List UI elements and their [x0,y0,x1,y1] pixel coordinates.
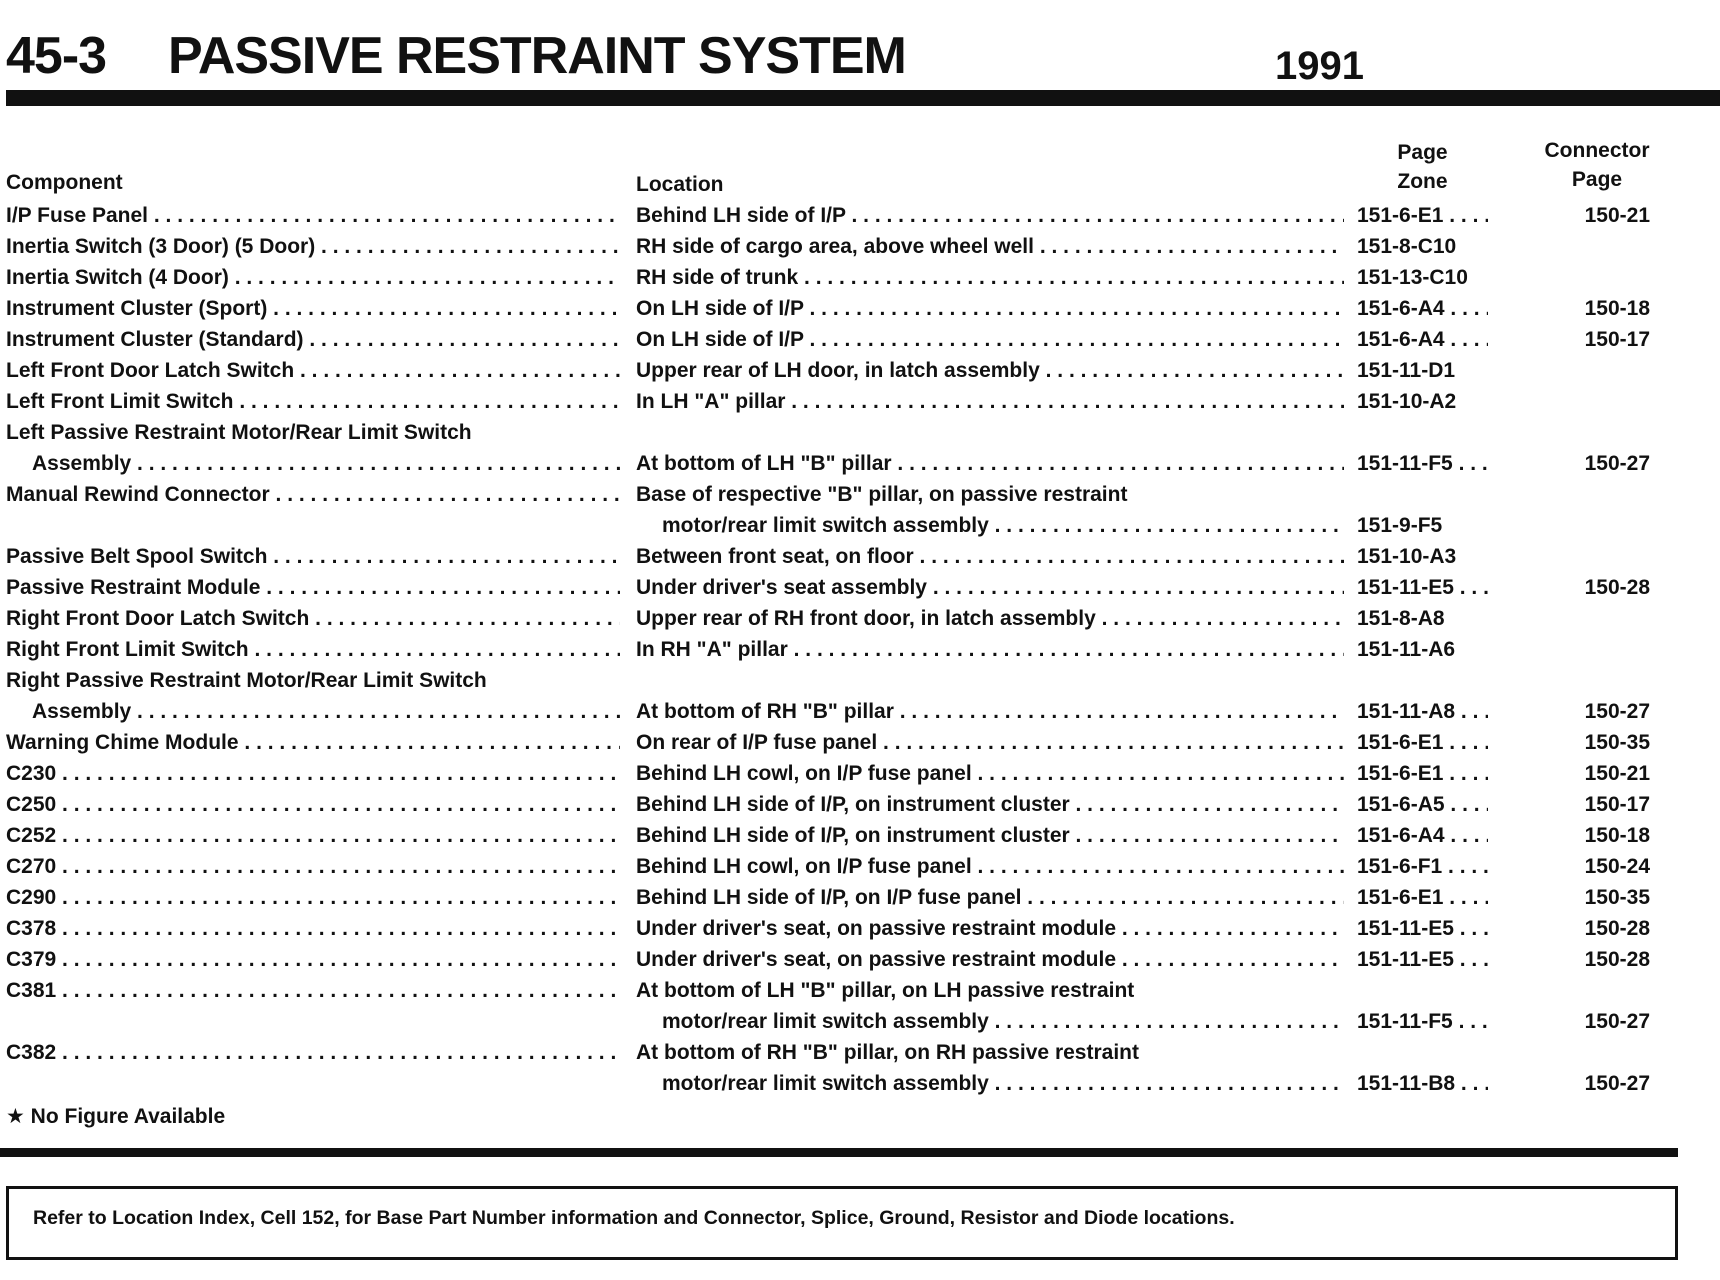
connector-page-cell: 150-18 [1584,297,1650,320]
connector-page-cell [1560,510,1650,541]
table-row [0,479,1720,510]
component-cell: Manual Rewind Connector . . . [6,479,620,510]
connector-page-cell: 150-24 [1584,855,1650,878]
location-cell: In RH "A" pillar . . . [636,634,1344,665]
component-cell: Right Front Door Latch Switch . . . [6,603,620,634]
page-zone-cell: 151-6-F1 . . . [1357,851,1488,882]
location-cell: Under driver's seat assembly . . . [636,572,1344,603]
table-row-continuation [0,1006,1720,1037]
page-zone-cell: 151-11-D1 [1357,359,1456,382]
location-cell: Under driver's seat, on passive restraint module . . . [636,944,1344,975]
table-row [0,200,1720,231]
component-cell: Instrument Cluster (Standard) . . . [6,324,620,355]
component-cell: C379 . . . [6,944,620,975]
page-zone-cell: 151-11-B8 . . . [1357,1068,1488,1099]
location-cell: Upper rear of RH front door, in latch assembly . . . [636,603,1344,634]
page-zone-cell: 151-6-A4 . . . [1357,820,1488,851]
table-row [0,975,1720,1006]
location-cell: RH side of trunk . . . [636,262,1344,293]
table-row-continuation [0,1068,1720,1099]
table-row [0,572,1720,603]
component-cell: C378 . . . [6,913,620,944]
location-cell: On rear of I/P fuse panel . . . [636,727,1344,758]
title-divider [6,90,1720,106]
table-row [0,665,1720,696]
table-row [0,603,1720,634]
connector-page-cell [1560,355,1650,386]
location-cell: On LH side of I/P . . . [636,324,1344,355]
connector-page-cell: 150-35 [1584,731,1650,754]
table-row [0,293,1720,324]
model-year: 1991 [1275,44,1364,88]
component-cell-continuation: Assembly . . . [32,448,620,479]
table-row [0,386,1720,417]
column-header-page-zone-line2: Zone [1397,170,1448,193]
bottom-divider [0,1148,1678,1157]
connector-page-cell: 150-17 [1584,328,1650,351]
location-cell: Behind LH side of I/P . . . [636,200,1344,231]
column-header-page-zone-line1: Page [1397,141,1448,164]
table-row [0,882,1720,913]
table-row [0,541,1720,572]
page-zone-cell: 151-6-E1 . . . [1357,882,1488,913]
page-zone-cell: 151-11-F5 . . . [1357,1006,1488,1037]
connector-page-cell: 150-17 [1584,793,1650,816]
location-cell: Between front seat, on floor . . . [636,541,1344,572]
location-cell: At bottom of RH "B" pillar . . . [636,696,1344,727]
column-header-connector-page-line1: Connector [1544,139,1650,162]
connector-page-cell: 150-27 [1584,452,1650,475]
table-row [0,758,1720,789]
page-zone-cell: 151-11-E5 . . . [1357,913,1488,944]
component-cell: Inertia Switch (3 Door) (5 Door) . . . [6,231,620,262]
reference-note-box [6,1186,1678,1260]
column-header-location: Location [636,173,724,196]
component-cell: Left Front Limit Switch . . . [6,386,620,417]
location-cell: Behind LH side of I/P, on I/P fuse panel . . . [636,882,1344,913]
connector-page-cell: 150-27 [1584,1072,1650,1095]
page-zone-cell: 151-11-E5 . . . [1357,944,1488,975]
column-header-component: Component [6,171,123,194]
connector-page-cell: 150-35 [1584,886,1650,909]
page-title: PASSIVE RESTRAINT SYSTEM [168,27,906,85]
table-row [0,820,1720,851]
location-cell-continuation: motor/rear limit switch assembly . . . [662,510,1344,541]
component-cell: Passive Belt Spool Switch . . . [6,541,620,572]
component-cell: Inertia Switch (4 Door) . . . [6,262,620,293]
page-zone-cell: 151-11-F5 . . . [1357,448,1488,479]
table-row [0,1037,1720,1068]
connector-page-cell [1560,634,1650,665]
table-row [0,727,1720,758]
location-cell: On LH side of I/P . . . [636,293,1344,324]
component-cell: Passive Restraint Module . . . [6,572,620,603]
page-zone-cell: 151-8-A8 [1357,607,1445,630]
connector-page-cell [1560,386,1650,417]
connector-page-cell: 150-28 [1584,917,1650,940]
location-cell: Upper rear of LH door, in latch assembly . . . [636,355,1344,386]
page-zone-cell: 151-13-C10 [1357,266,1468,289]
page-zone-cell: 151-6-A4 . . . [1357,293,1488,324]
location-cell: Under driver's seat, on passive restraint module . . . [636,913,1344,944]
connector-page-cell: 150-21 [1584,762,1650,785]
table-row [0,417,1720,448]
location-cell: Behind LH cowl, on I/P fuse panel . . . [636,851,1344,882]
component-cell: I/P Fuse Panel . . . [6,200,620,231]
component-cell: C381 . . . [6,975,620,1006]
location-cell: In LH "A" pillar . . . [636,386,1344,417]
table-row-continuation [0,448,1720,479]
connector-page-cell [1560,231,1650,262]
connector-page-cell [1560,603,1650,634]
component-cell: Left Passive Restraint Motor/Rear Limit Switch [6,421,472,444]
page-zone-cell: 151-9-F5 [1357,514,1443,537]
reference-note: Refer to Location Index, Cell 152, for Base Part Number information and Connector, Splice, Ground, Resistor and Diode locations. [33,1207,1235,1229]
component-cell-continuation: Assembly . . . [32,696,620,727]
table-row [0,634,1720,665]
connector-page-cell [1560,262,1650,293]
page-zone-cell: 151-6-E1 . . . [1357,758,1488,789]
table-row [0,262,1720,293]
column-header-connector-page-line2: Page [1571,168,1623,191]
connector-page-cell: 150-28 [1584,948,1650,971]
location-cell: At bottom of RH "B" pillar, on RH passive restraint [636,1041,1139,1064]
column-header-connector-page [1532,136,1662,194]
page-zone-cell: 151-11-E5 . . . [1357,572,1488,603]
section-number: 45-3 [6,27,107,85]
location-cell-continuation: motor/rear limit switch assembly . . . [662,1006,1344,1037]
location-cell: Behind LH side of I/P, on instrument cluster . . . [636,820,1344,851]
table-row [0,324,1720,355]
component-cell: C270 . . . [6,851,620,882]
table-row-continuation [0,510,1720,541]
table-row [0,231,1720,262]
location-cell-continuation: motor/rear limit switch assembly . . . [662,1068,1344,1099]
table-row-continuation [0,696,1720,727]
page-zone-cell: 151-6-A4 . . . [1357,324,1488,355]
page-zone-cell: 151-8-C10 [1357,235,1457,258]
page-zone-cell: 151-10-A2 [1357,390,1457,413]
connector-page-cell: 150-27 [1584,700,1650,723]
component-cell: C290 . . . [6,882,620,913]
component-cell: Left Front Door Latch Switch . . . [6,355,620,386]
footnote: ★ No Figure Available [6,1105,226,1128]
component-cell: Instrument Cluster (Sport) . . . [6,293,620,324]
location-cell: At bottom of LH "B" pillar . . . [636,448,1344,479]
component-cell: Right Front Limit Switch . . . [6,634,620,665]
connector-page-cell: 150-27 [1584,1010,1650,1033]
component-cell: Right Passive Restraint Motor/Rear Limit Switch [6,669,487,692]
table-row [0,789,1720,820]
location-cell: Base of respective "B" pillar, on passive restraint [636,483,1128,506]
page-header [0,0,1720,110]
page-zone-cell: 151-10-A3 [1357,545,1457,568]
connector-page-cell: 150-18 [1584,824,1650,847]
component-cell: C382 . . . [6,1037,620,1068]
component-cell: C252 . . . [6,820,620,851]
page-zone-cell: 151-6-E1 . . . [1357,727,1488,758]
page-zone-cell: 151-6-A5 . . . [1357,789,1488,820]
location-cell: RH side of cargo area, above wheel well . . . [636,231,1344,262]
connector-page-cell: 150-28 [1584,576,1650,599]
page-zone-cell: 151-11-A6 [1357,638,1456,661]
column-header-page-zone [1365,138,1480,196]
location-cell: Behind LH cowl, on I/P fuse panel . . . [636,758,1344,789]
page-zone-cell: 151-6-E1 . . . [1357,200,1488,231]
component-cell: C230 . . . [6,758,620,789]
location-cell: Behind LH side of I/P, on instrument cluster . . . [636,789,1344,820]
component-cell: C250 . . . [6,789,620,820]
connector-page-cell [1560,541,1650,572]
connector-page-cell: 150-21 [1584,204,1650,227]
page-zone-cell: 151-11-A8 . . . [1357,696,1488,727]
table-row [0,913,1720,944]
table-row [0,355,1720,386]
component-cell: Warning Chime Module . . . [6,727,620,758]
location-cell: At bottom of LH "B" pillar, on LH passive restraint [636,979,1135,1002]
table-row [0,944,1720,975]
table-row [0,851,1720,882]
